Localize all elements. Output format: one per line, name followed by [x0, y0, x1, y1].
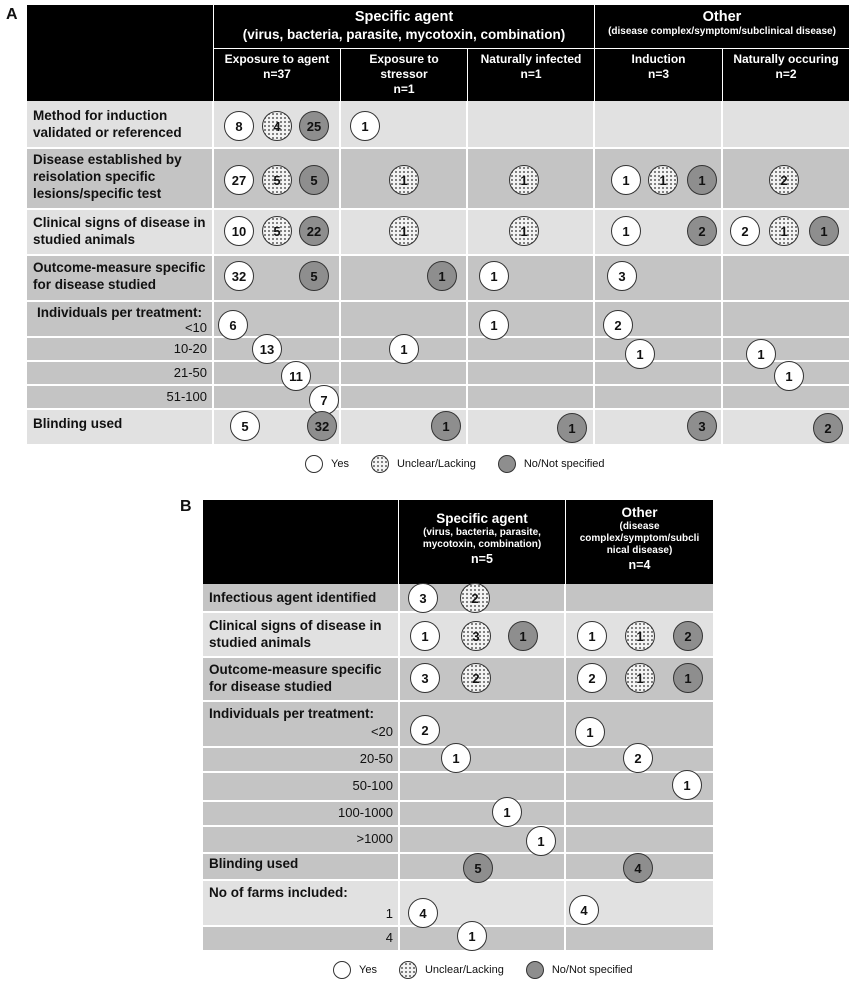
a-s1-agent-yes: 13	[252, 334, 282, 364]
legend-b-unclear-icon	[399, 961, 417, 979]
panel-b-header	[203, 500, 713, 584]
b-sub-20-50: 20-50	[359, 751, 393, 766]
b-row-100-1000	[203, 801, 713, 826]
label-blinding: Blinding used	[33, 416, 123, 431]
col-exposure-agent: Exposure to agent n=37	[224, 52, 330, 81]
a-r2-natocc-yes: 2	[730, 216, 760, 246]
legend-b-unclear-label: Unclear/Lacking	[424, 964, 504, 976]
b-label-blinding: Blinding used	[209, 856, 299, 871]
legend-no-label: No/Not specified	[523, 458, 605, 470]
sub-10-20: 10-20	[173, 341, 207, 356]
b-label-individuals: Individuals per treatment:	[209, 706, 375, 721]
a-r3-agent-yes: 32	[224, 261, 254, 291]
b-r2-other-no: 1	[673, 663, 703, 693]
b-r2-other-yes: 2	[577, 663, 607, 693]
a-r2-natocc-no: 1	[809, 216, 839, 246]
a-r5-agent-no: 32	[307, 411, 337, 441]
a-r5-ind-no: 3	[687, 411, 717, 441]
b-r1-other-no: 2	[673, 621, 703, 651]
legend-a	[305, 455, 605, 473]
a-r5-natocc-no: 2	[813, 413, 843, 443]
legend-b-no-icon	[526, 961, 544, 979]
b-s0-agent-yes: 2	[410, 715, 440, 745]
a-r3-stressor-no: 1	[427, 261, 457, 291]
a-s1-natocc-yes: 1	[746, 339, 776, 369]
col-naturally-occuring: Naturally occuring n=2	[733, 52, 839, 81]
a-r5-natinf-no: 1	[557, 413, 587, 443]
b-r1-other-unclear: 1	[625, 621, 655, 651]
a-r2-agent-unclear: 5	[262, 216, 292, 246]
sub-lt10: <10	[184, 320, 207, 335]
b-sub-lt20: <20	[370, 724, 393, 739]
col-induction: Induction n=3	[631, 52, 686, 81]
b-s2-other-yes: 1	[672, 770, 702, 800]
b-r2-agent-unclear: 2	[461, 663, 491, 693]
a-r1-natocc-unclear: 2	[769, 165, 799, 195]
sub-21-50: 21-50	[173, 365, 207, 380]
b-r1-agent-unclear: 3	[461, 621, 491, 651]
group-b-specific-agent: Specific agent (virus, bacteria, parasite, mycotoxin, combination) n=5	[422, 511, 542, 566]
legend-unclear-icon	[371, 455, 389, 473]
sub-51-100: 51-100	[166, 389, 207, 404]
a-r3-ind-yes: 3	[607, 261, 637, 291]
panel-b-table	[203, 500, 713, 950]
legend-b-yes-icon	[333, 961, 351, 979]
a-r2-ind-yes: 1	[611, 216, 641, 246]
b-sub-farms-4: 4	[385, 930, 393, 945]
a-r3-agent-no: 5	[299, 261, 329, 291]
legend-no-icon	[498, 455, 516, 473]
b-sub-50-100: 50-100	[352, 778, 393, 793]
a-r2-natinf-unclear: 1	[509, 216, 539, 246]
panel-a-header	[27, 5, 849, 101]
a-s0-agent-yes: 6	[218, 310, 248, 340]
a-r5-agent-yes: 5	[230, 411, 260, 441]
group-other-subtitle: (disease complex/symptom/subclinical disease)	[608, 26, 836, 37]
a-s2-agent-yes: 11	[281, 361, 311, 391]
a-r1-agent-yes: 27	[224, 165, 254, 195]
a-s1-stressor-yes: 1	[389, 334, 419, 364]
a-r1-ind-unclear: 1	[648, 165, 678, 195]
b-sub-100-1000: 100-1000	[338, 805, 393, 820]
b-r4-agent-no: 5	[463, 853, 493, 883]
b-label-infectious: Infectious agent identified	[209, 590, 377, 605]
b-r0-agent-yes: 3	[408, 583, 438, 613]
a-s3-agent-yes: 7	[309, 385, 339, 415]
a-r0-agent-yes: 8	[224, 111, 254, 141]
panel-b-label: B	[180, 498, 192, 515]
b-sub-farms-1: 1	[385, 906, 393, 921]
b-sub-gt1000: >1000	[356, 831, 393, 846]
a-r2-natocc-unclear: 1	[769, 216, 799, 246]
label-disease-established: Disease established by reisolation specific lesions/specific test	[33, 152, 182, 201]
a-r1-agent-no: 5	[299, 165, 329, 195]
a-r2-stressor-unclear: 1	[389, 216, 419, 246]
a-s1-ind-yes: 1	[625, 339, 655, 369]
a-s2-natocc-yes: 1	[774, 361, 804, 391]
b-s0-other-yes: 1	[575, 717, 605, 747]
b-r2-agent-yes: 3	[410, 663, 440, 693]
a-r0-stressor-yes: 1	[350, 111, 380, 141]
label-clinical-signs: Clinical signs of disease in studied animals	[33, 215, 206, 247]
b-label-clinical: Clinical signs of disease in studied animals	[209, 618, 382, 650]
a-r1-stressor-unclear: 1	[389, 165, 419, 195]
a-r2-agent-yes: 10	[224, 216, 254, 246]
a-r1-natinf-unclear: 1	[509, 165, 539, 195]
b-r4-other-no: 4	[623, 853, 653, 883]
b-row-gt1000	[203, 826, 713, 853]
b-f1-agent-yes: 1	[457, 921, 487, 951]
b-label-outcome: Outcome-measure specific for disease studied	[209, 662, 382, 694]
label-method-induction: Method for induction validated or referenced	[33, 108, 182, 140]
b-r1-agent-yes: 1	[410, 621, 440, 651]
a-s0-natinf-yes: 1	[479, 310, 509, 340]
legend-b	[333, 961, 633, 979]
a-r3-natinf-yes: 1	[479, 261, 509, 291]
legend-yes-label: Yes	[331, 458, 349, 470]
a-r1-ind-no: 1	[687, 165, 717, 195]
b-s3-agent-yes: 1	[492, 797, 522, 827]
a-r0-agent-unclear: 4	[262, 111, 292, 141]
b-r2-other-unclear: 1	[625, 663, 655, 693]
group-other	[595, 9, 849, 38]
a-r1-agent-unclear: 5	[262, 165, 292, 195]
panel-a-table	[27, 5, 849, 444]
group-specific-agent-title: Specific agent	[354, 9, 454, 25]
legend-unclear-label: Unclear/Lacking	[396, 458, 476, 470]
legend-yes-icon	[305, 455, 323, 473]
col-exposure-stressor: Exposure to stressor n=1	[369, 52, 439, 96]
b-row-50-100	[203, 772, 713, 801]
b-r1-agent-no: 1	[508, 621, 538, 651]
label-individuals: Individuals per treatment:	[37, 305, 203, 320]
group-specific-agent	[214, 9, 594, 43]
b-f0-other-yes: 4	[569, 895, 599, 925]
b-r1-other-yes: 1	[577, 621, 607, 651]
b-f0-agent-yes: 4	[408, 898, 438, 928]
a-r5-stressor-no: 1	[431, 411, 461, 441]
group-b-other: Other (disease complex/symptom/subcli nical disease) n=4	[579, 505, 700, 572]
group-specific-agent-subtitle: (virus, bacteria, parasite, mycotoxin, combination)	[242, 27, 566, 42]
b-s4-agent-yes: 1	[526, 826, 556, 856]
a-r2-agent-no: 22	[299, 216, 329, 246]
b-label-farms: No of farms included:	[209, 885, 348, 900]
a-r1-ind-yes: 1	[611, 165, 641, 195]
b-s1-agent-yes: 1	[441, 743, 471, 773]
b-r0-agent-unclear: 2	[460, 583, 490, 613]
group-other-title: Other	[702, 9, 742, 25]
legend-b-yes-label: Yes	[359, 964, 377, 976]
a-r2-ind-no: 2	[687, 216, 717, 246]
panel-a-label: A	[6, 6, 18, 23]
col-naturally-infected: Naturally infected n=1	[480, 52, 582, 81]
legend-b-no-label: No/Not specified	[551, 964, 633, 976]
a-r0-agent-no: 25	[299, 111, 329, 141]
a-s0-ind-yes: 2	[603, 310, 633, 340]
label-outcome-measure: Outcome-measure specific for disease studied	[33, 260, 206, 292]
b-s1-other-yes: 2	[623, 743, 653, 773]
